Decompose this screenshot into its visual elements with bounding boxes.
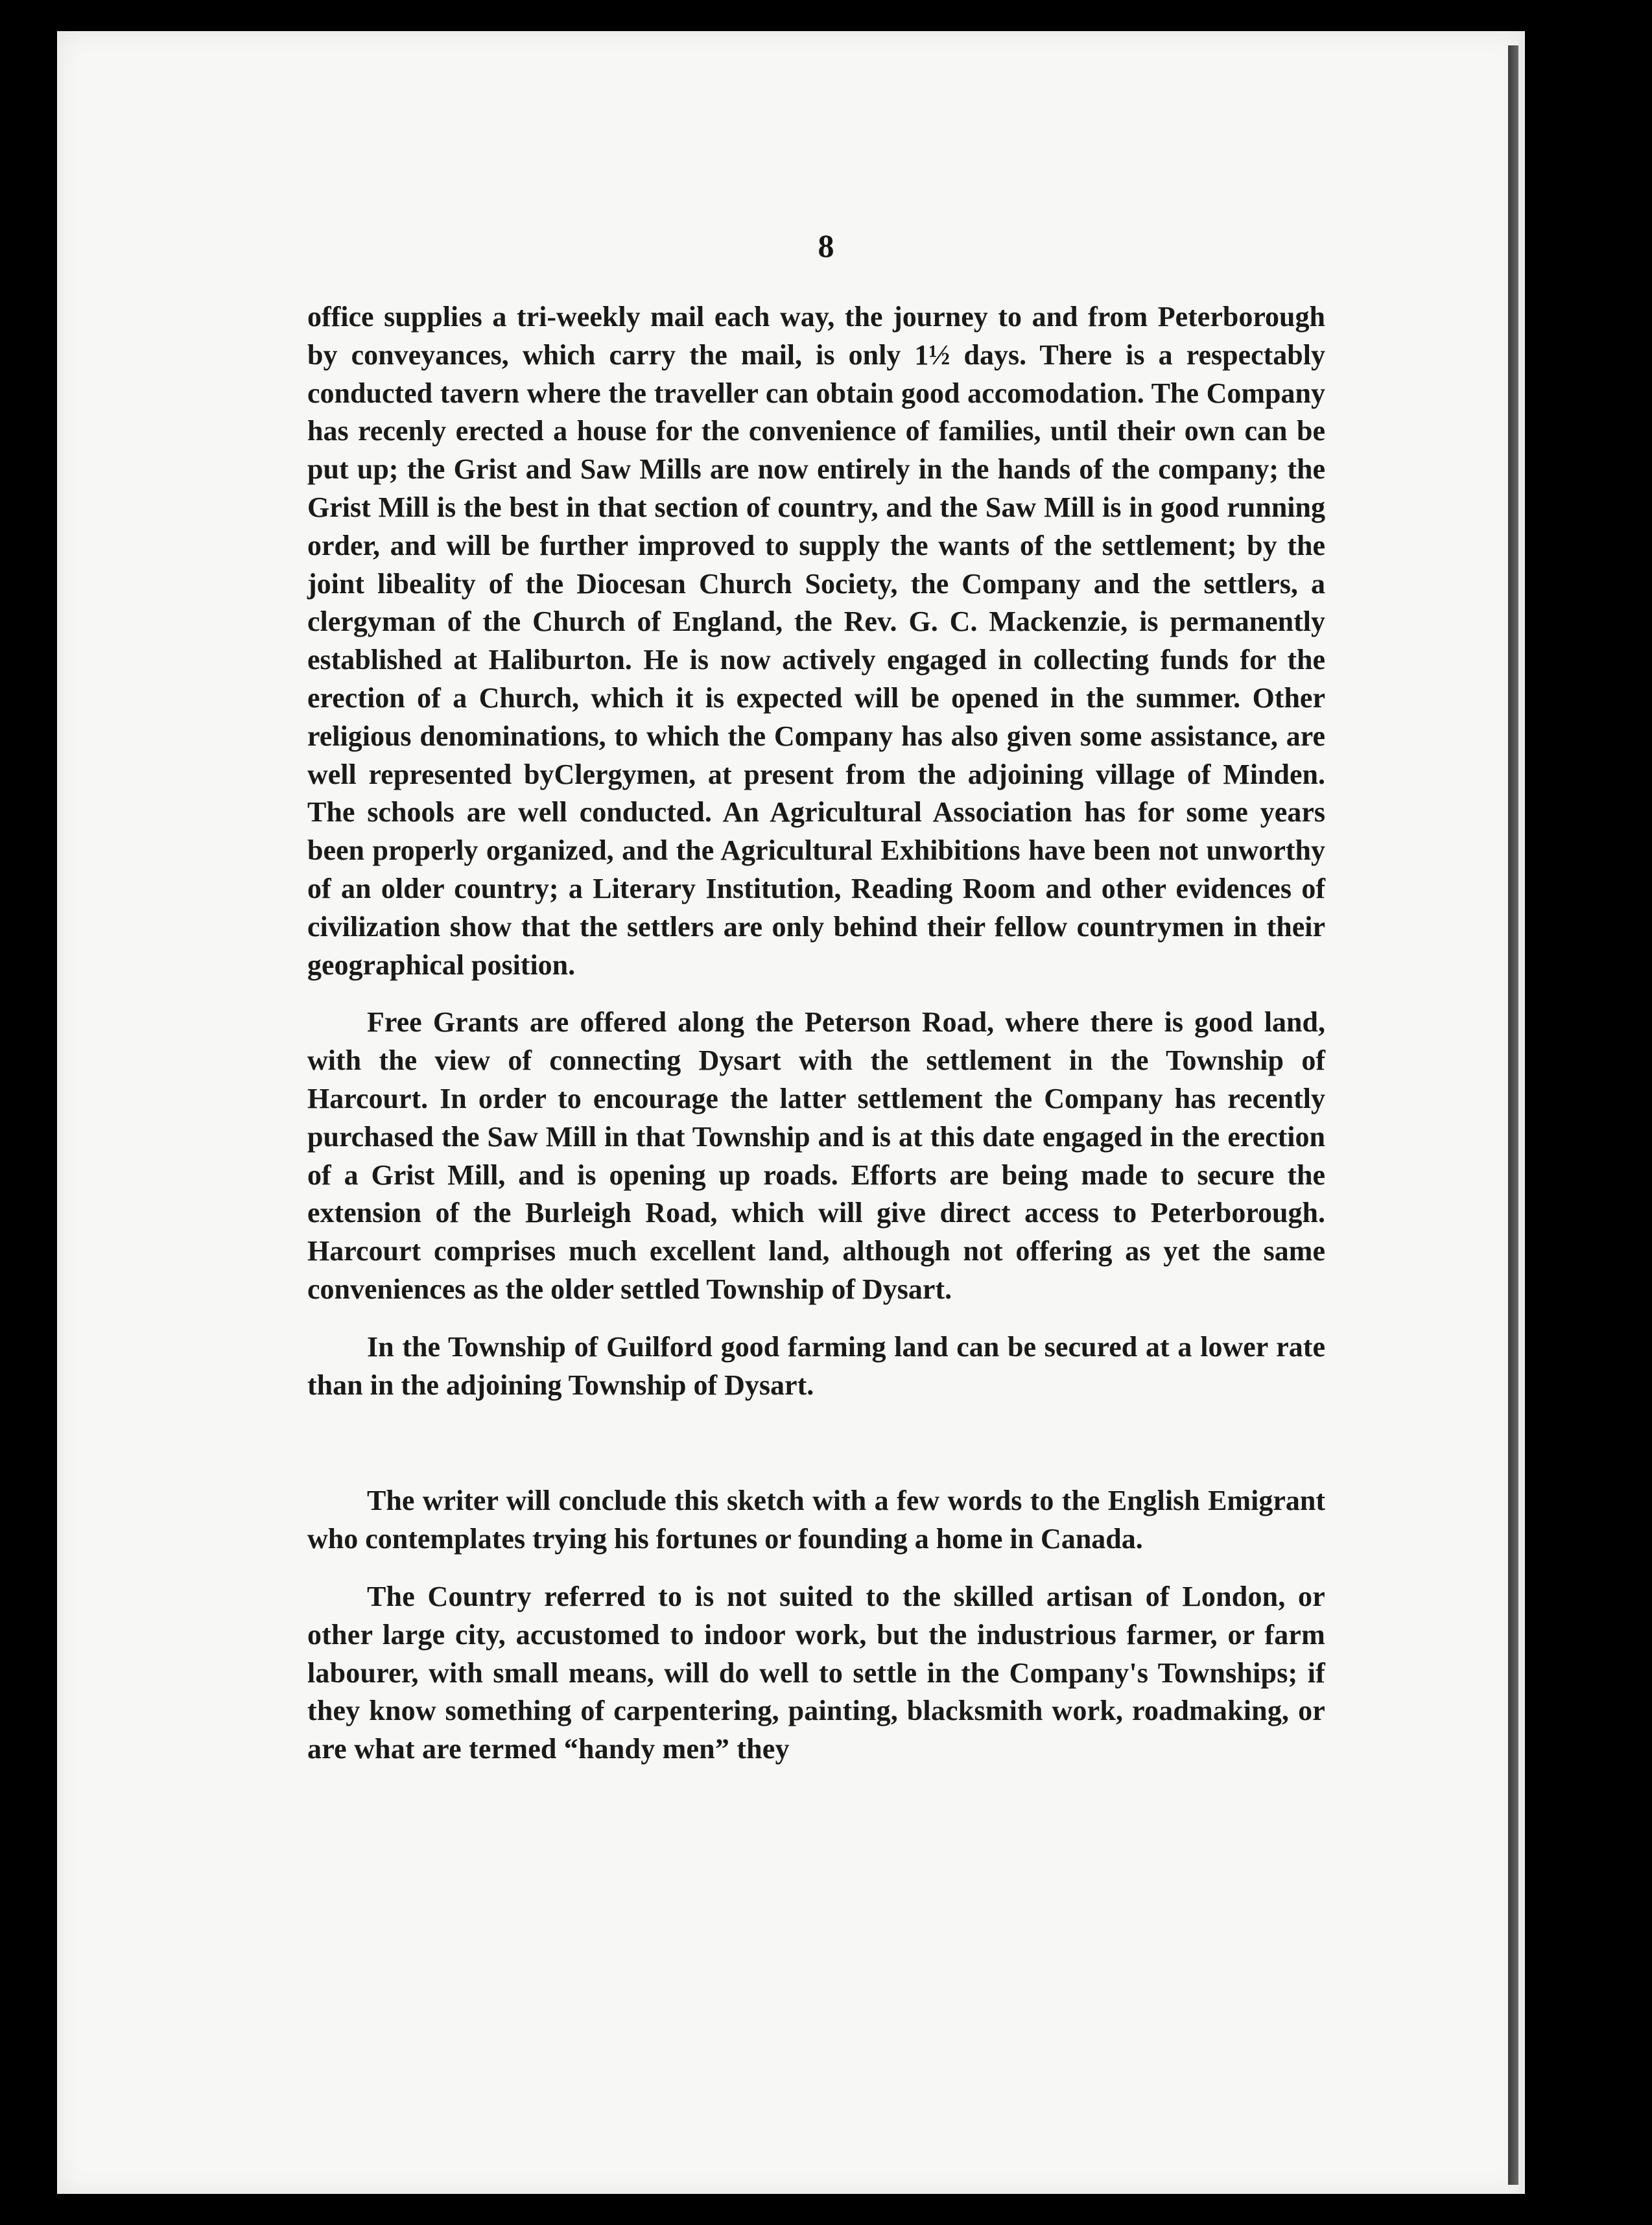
paragraph-5: The Country referred to is not suited to the skilled artisan of London, or other large city, accustomed to indoor work, but the industrious farmer, or farm labourer, with small means, will do well to settle in the Company's Townships; if they know something of carpentering, painting, blacksmith work, roadmaking, or are what are termed “handy men” they: [307, 1580, 1325, 1765]
paragraph-1: office supplies a tri-weekly mail each way, the journey to and from Peterborough by conveyances, which carry the mail, is only 1½ days. There is a respectably conducted tavern where the traveller can obtain good accomodation. The Company has recenly erected a house for the convenience of families, until their own can be put up; the Grist and Saw Mills are now entirely in the hands of the company; the Grist Mill is the best in that section of country, and the Saw Mill is in good running order, and will be further improved to supply the wants of the settlement; by the joint libeality of the Diocesan Church Society, the Company and the settlers, a clergyman of the Church of England, the Rev. G. C. Mackenzie, is permanently established at Haliburton. He is now actively engaged in collecting funds for the erection of a Church, which it is expected will be opened in the summer. Other religious denominations, to which the Company has also given some assistance, are well represented byClergymen, at present from the adjoining village of Minden. The schools are well conducted. An Agricultural Association has for some years been properly organized, and the Agricultural Exhibitions have been not unworthy of an older country; a Literary Institution, Reading Room and other evidences of civilization show that the settlers are only behind their fellow countrymen in their geographical position.: [307, 301, 1325, 981]
page-edge-shadow: [1508, 45, 1518, 2185]
page-number: 8: [818, 228, 834, 264]
page-edge-margin: [1518, 39, 1525, 2191]
body-text: [307, 298, 1325, 1769]
paragraph-4: The writer will conclude this sketch with a few words to the English Emigrant who contemplates trying his fortunes or founding a home in Canada.: [307, 1485, 1325, 1555]
paragraph-2: Free Grants are offered along the Peterson Road, where there is good land, with the view of connecting Dysart with the settlement in the Township of Harcourt. In order to encourage the latter settlement the Company has recently purchased the Saw Mill in that Township and is at this date engaged in the erection of a Grist Mill, and is opening up roads. Efforts are being made to secure the extension of the Burleigh Road, which will give direct access to Peterborough. Harcourt comprises much excellent land, although not offering as yet the same conveniences as the older settled Township of Dysart.: [307, 1006, 1325, 1305]
paragraph-3: In the Township of Guilford good farming land can be secured at a lower rate than in the adjoining Township of Dysart.: [307, 1330, 1325, 1401]
